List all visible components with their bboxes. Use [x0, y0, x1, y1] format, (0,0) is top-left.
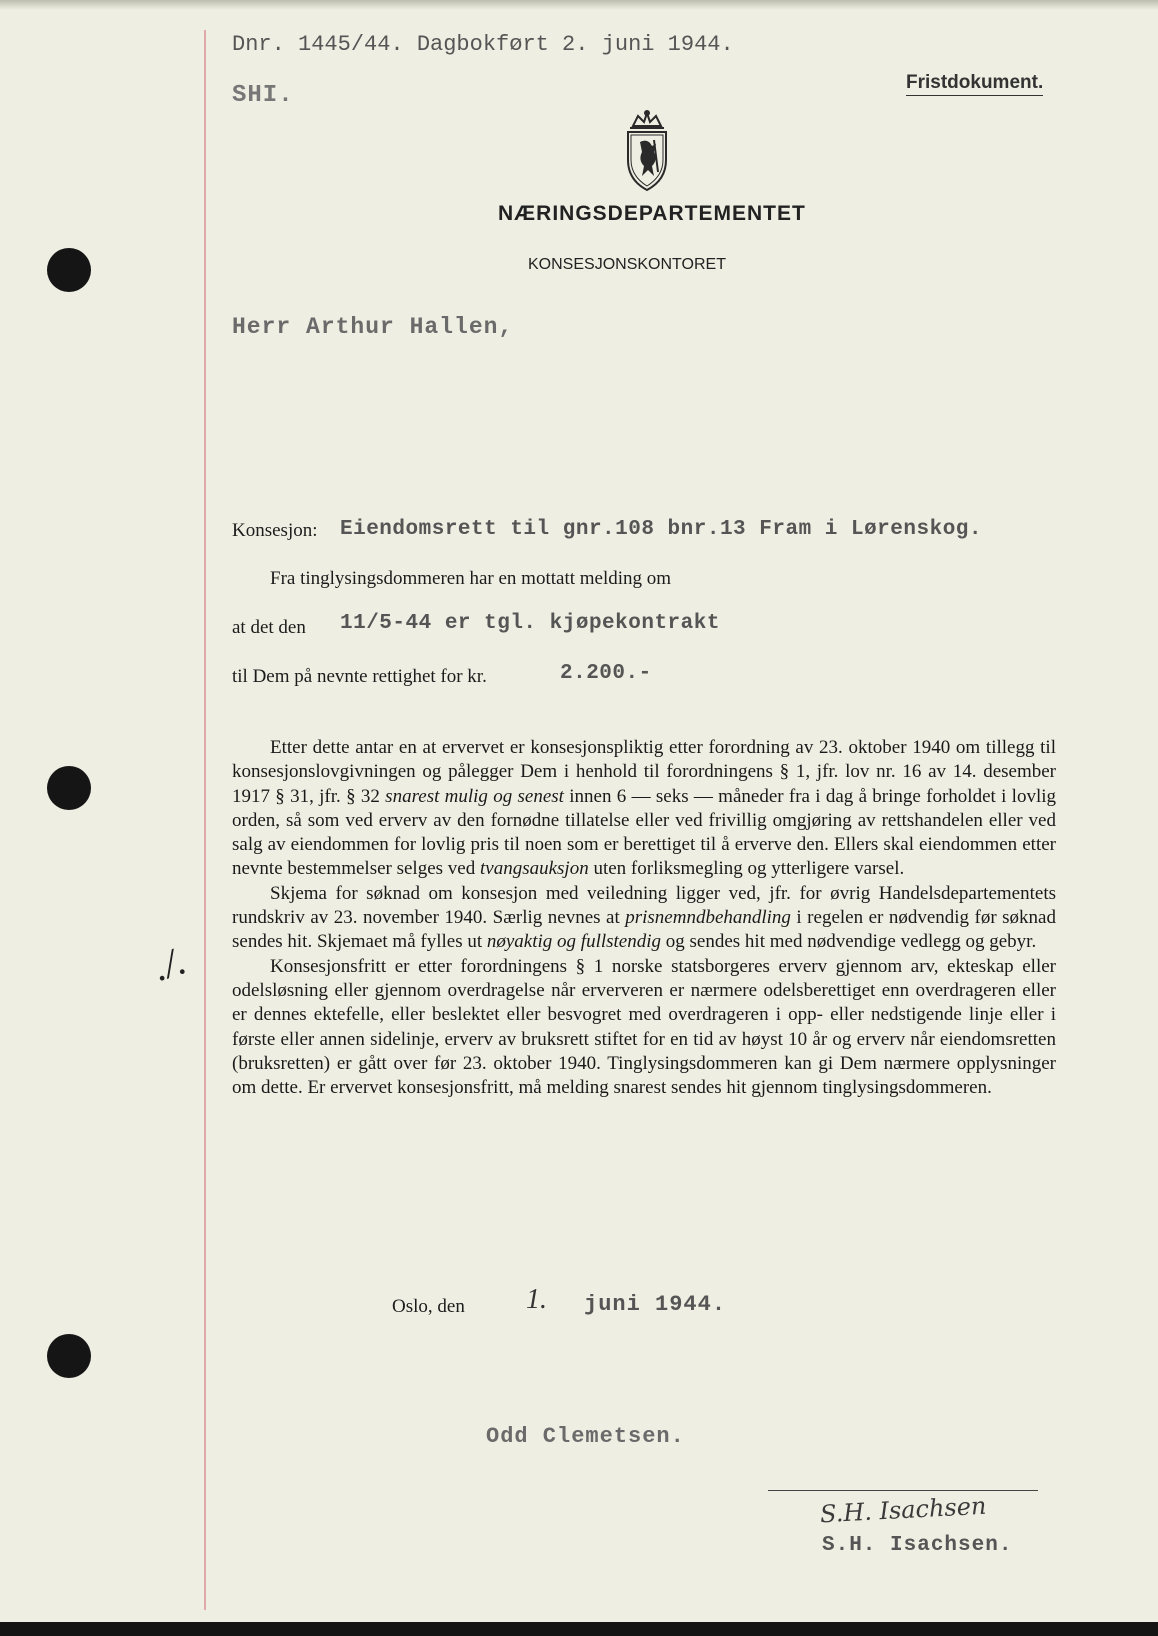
signatory-name: Odd Clemetsen. — [486, 1424, 685, 1449]
recipient-name: Herr Arthur Hallen, — [232, 314, 514, 340]
fristdokument-stamp: Fristdokument. — [906, 72, 1043, 96]
margin-rule — [204, 30, 206, 1610]
reference-code: SHI. — [232, 82, 294, 109]
handwritten-signature: S.H. Isachsen — [819, 1491, 988, 1529]
punch-hole-top — [47, 248, 91, 292]
letter-body — [232, 736, 1056, 1100]
paragraph-application-form: Skjema for søknad om konsesjon med veiledning ligger ved, jfr. for øvrig Handelsdepartementets rundskriv av 23. november 1940. Særlig nevnes at prisnemndbehandling i regelen er nødvendig før søknad sendes hit. Skjemaet må fylles ut nøyaktig og fullstendig og sendes hit med nødvendige vedlegg og gebyr. — [232, 882, 1056, 953]
punch-hole-middle — [47, 766, 91, 810]
price-line-label: til Dem på nevnte rettighet for kr. — [232, 666, 487, 687]
ministry-heading: NÆRINGSDEPARTEMENTET — [498, 202, 806, 225]
price-value: 2.200.- — [560, 662, 652, 685]
coat-of-arms-icon — [618, 110, 676, 192]
office-heading: KONSESJONSKONTORET — [528, 256, 726, 273]
paragraph-obligation: Etter dette antar en at ervervet er konsesjonspliktig etter forordning av 23. oktober 1940 om tillegg til konsesjonslovgivningen og pålegger Dem i henhold til forordningens § 1, jfr. lov nr. 16 av 14. desember 1917 § 31, jfr. § 32 snarest mulig og senest innen 6 — seks — måneder fra i dag å bringe forholdet i lovlig orden, så som ved erverv av den fornødne tillatelse eller ved frivillig omgjøring av rettshandelen eller ved salg av eiendommen for lovlig pris til noen som er berettiget til å erverve den. Ellers skal eiendommen etter nevnte bestemmelser selges ved tvangsauksjon uten forliksmegling og ytterligere varsel. — [232, 737, 1056, 880]
scan-top-edge — [0, 0, 1158, 10]
registry-stamp: Dnr. 1445/44. Dagbokført 2. juni 1944. — [232, 32, 734, 57]
date-line-value: 11/5-44 er tgl. kjøpekontrakt — [340, 612, 720, 635]
paragraph-exemptions: Konsesjonsfritt er etter forordningens § 1 norske statsborgeres erverv gjennom arv, ekteskap eller odelsløsning eller gjennom overdragelse når erververen er nærmere odelsberettiget enn overdrageren eller er dennes ektefelle, eller beslektet eller besvogret med overdrageren i opp- eller nedstigende linje eller i første eller annen sidelinje, erverv av bruksrett stiftet for en tid av høyst 10 år og erverv når eiendomsretten (bruksretten) er gått over før 23. oktober 1940. Tinglysingsdommeren kan gi Dem nærmere opplysninger om dette. Er ervervet konsesjonsfritt, må melding snarest sendes hit gjennom tinglysingsdommeren. — [232, 955, 1056, 1099]
handwritten-day: 1. — [526, 1284, 547, 1315]
punch-hole-bottom — [47, 1334, 91, 1378]
place-label: Oslo, den — [392, 1296, 465, 1317]
konsesjon-label: Konsesjon: — [232, 520, 318, 541]
scan-bottom-edge — [0, 1622, 1158, 1636]
notification-line: Fra tinglysingsdommeren har en mottatt melding om — [270, 568, 672, 589]
date-line-label: at det den — [232, 617, 306, 638]
konsesjon-value: Eiendomsrett til gnr.108 bnr.13 Fram i Lørenskog. — [340, 518, 983, 541]
countersign-name: S.H. Isachsen. — [822, 1534, 1013, 1557]
margin-mark: ./. — [147, 937, 192, 990]
closing-date: juni 1944. — [584, 1292, 727, 1317]
signature-rule — [768, 1490, 1038, 1491]
